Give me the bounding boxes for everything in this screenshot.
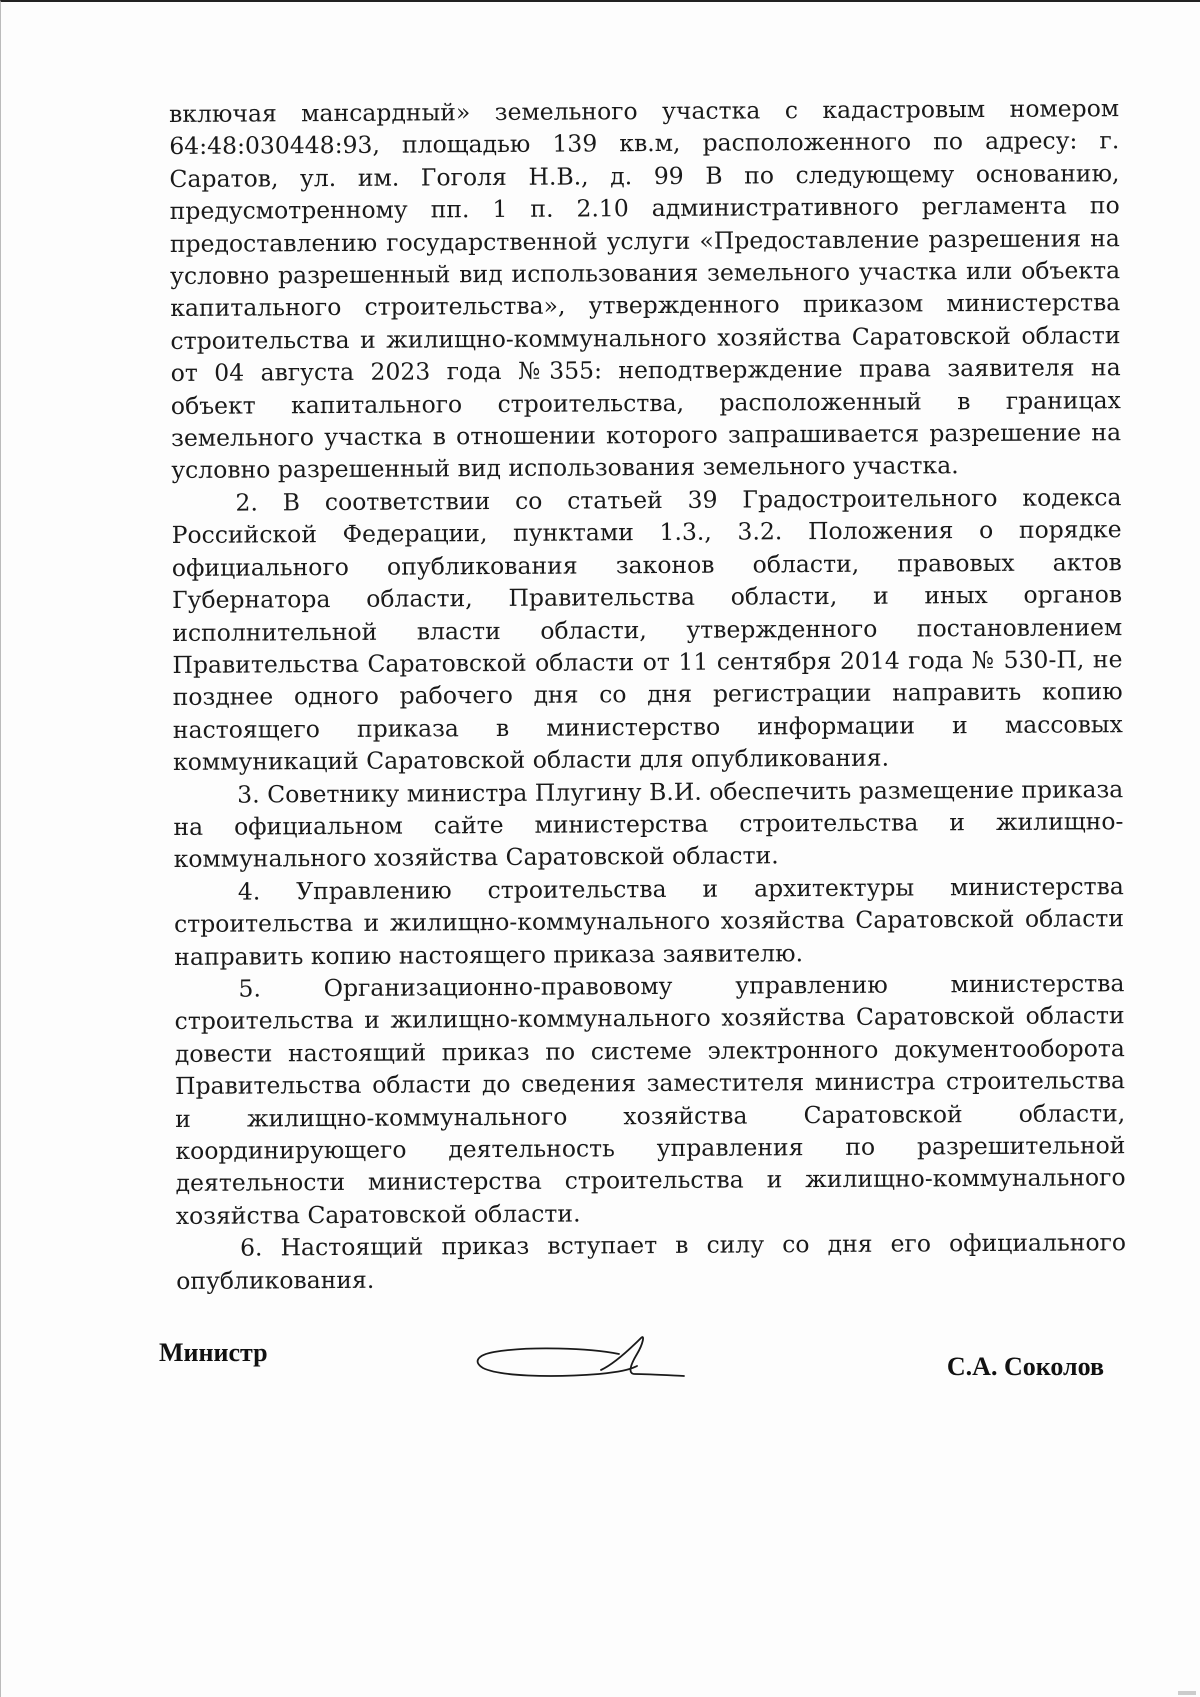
signatory-title: Министр: [159, 1338, 268, 1367]
signature-block: [159, 1324, 1104, 1394]
signatory-name: С.А. Соколов: [946, 1352, 1104, 1381]
list-item-5: 5. Организационно-правовому управлению министерства строительства и жилищно-коммунального хозяйства Саратовской области довести настоящий приказ по системе электронного документооборота Правительства области до сведения заместителя министра строительства и жилищно-коммунального хозяйства Саратовской области, координирующего деятельность управления по разрешительной деятельности министерства строительства и жилищно-коммунального хозяйства Саратовской области.: [174, 969, 1126, 1230]
paragraph-continuation: включая мансардный» земельного участка с кадастровым номером 64:48:030448:93, площадью 139 кв.м, расположенного по адресу: г. Саратов, ул. им. Гоголя Н.В., д. 99 В по следующему основанию, предусмотренному пп. 1 п. 2.10 административного регламента по предоставлению государственной услуги «Предоставление разрешения на условно разрешенный вид использования земельного участка или объекта капитального строительства», утвержденного приказом министерства строительства и жилищно-коммунального хозяйства Саратовской области от 04 августа 2023 года №355: неподтверждение права заявителя на объект капитального строительства, расположенный в границах земельного участка в отношении которого запрашивается разрешение на условно разрешенный вид использования земельного участка.: [169, 94, 1122, 485]
handwritten-signature-icon: [469, 1324, 689, 1388]
list-item-3: 3. Советнику министра Плугину В.И. обеспечить размещение приказа на официальном сайте министерства строительства и жилищно-коммунального хозяйства Саратовской области.: [173, 774, 1124, 874]
list-item-4: 4. Управлению строительства и архитектуры министерства строительства и жилищно-коммунального хозяйства Саратовской области направить копию настоящего приказа заявителю.: [173, 871, 1125, 971]
scan-artifact: [1178, 1691, 1196, 1695]
document-body: [169, 92, 1126, 1297]
list-item-2: 2. В соответствии со статьей 39 Градостроительного кодекса Российской Федерации, пунктами 1.3., 3.2. Положения о порядке официального опубликования законов области, правовых актов Губернатора области, Правительства области, и иных органов исполнительной власти области, утвержденного постановлением Правительства Саратовской области от 11 сентября 2014 года № 530-П, не позднее одного рабочего дня со дня регистрации направить копию настоящего приказа в министерство информации и массовых коммуникаций Саратовской области для опубликования.: [171, 483, 1123, 777]
list-item-6: 6. Настоящий приказ вступает в силу со дня его официального опубликования.: [176, 1228, 1127, 1295]
